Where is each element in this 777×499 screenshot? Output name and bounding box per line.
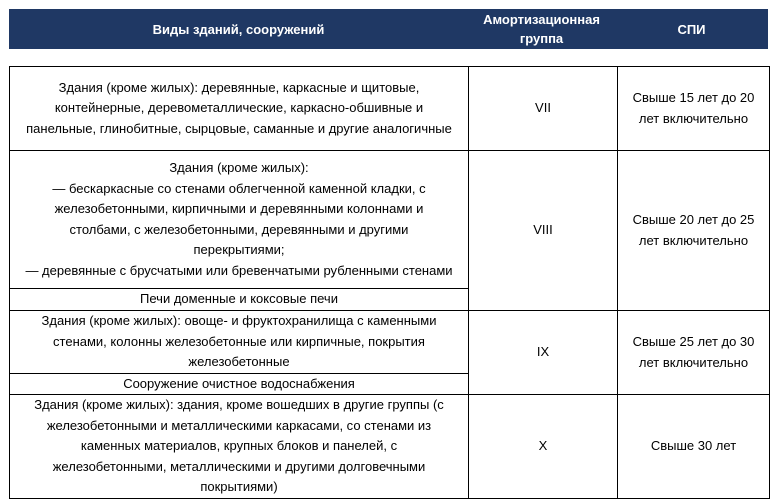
- spi-cell: [618, 395, 770, 499]
- spi-cell: [618, 311, 770, 395]
- description-line: железобетонными и металлическими каркасами, со стенами из: [46, 417, 432, 433]
- building-description-secondary: Сооружение очистное водоснабжения: [10, 373, 469, 395]
- building-description-secondary: Печи доменные и коксовые печи: [10, 289, 469, 311]
- header-building-types: Виды зданий, сооружений: [152, 21, 325, 37]
- depreciation-group-cell: VII: [469, 67, 618, 151]
- spi-line: Свыше 25 лет до 30: [632, 334, 755, 349]
- description-line: перекрытиями;: [193, 242, 285, 257]
- table-row: [10, 395, 770, 499]
- description-line: каменных материалов, крупных блоков и панелей, с: [80, 438, 398, 453]
- depreciation-group-cell: VIII: [469, 151, 618, 311]
- description-line: Здания (кроме жилых):: [169, 160, 309, 175]
- spi-line: лет включительно: [638, 232, 749, 248]
- building-description: [10, 395, 469, 499]
- header-spi: СПИ: [677, 21, 706, 37]
- building-description: [10, 151, 469, 289]
- spi-line: лет включительно: [638, 110, 749, 126]
- depreciation-group-cell: IX: [469, 311, 618, 395]
- spi-line: Свыше 15 лет до 20: [632, 90, 755, 105]
- table-header: [9, 9, 768, 49]
- description-line: — бескаркасные со стенами облегченной каменной кладки, с: [52, 180, 426, 196]
- description-line: столбами, с железобетонными, деревянными и другими: [69, 221, 409, 237]
- table-row: [10, 151, 770, 289]
- building-description: [10, 67, 469, 151]
- description-line: покрытиями): [200, 479, 278, 494]
- spi-cell: [618, 67, 770, 151]
- description-line: — деревянные с брусчатыми или бревенчатыми рубленными стенами: [25, 262, 453, 278]
- spi-line: Свыше 30 лет: [650, 438, 737, 453]
- description-line: железобетонными, кирпичными и деревянными колоннами и: [54, 201, 424, 216]
- depreciation-group-cell: X: [469, 395, 618, 499]
- table-row: [10, 311, 770, 374]
- header-depreciation-group: Амортизационная группа: [483, 12, 600, 46]
- description-line: контейнерные, деревометаллические, каркасно-обшивные и: [54, 100, 424, 116]
- spi-cell: [618, 151, 770, 311]
- depreciation-table: [9, 66, 770, 499]
- description-line: Здания (кроме жилых): здания, кроме вошедших в другие группы (с: [34, 397, 444, 412]
- description-line: панельные, глинобитные, сырцовые, саманные и другие аналогичные: [26, 120, 452, 136]
- table-row: [10, 67, 770, 151]
- spi-line: лет включительно: [638, 354, 749, 370]
- description-line: Здания (кроме жилых): деревянные, каркасные и щитовые,: [58, 79, 420, 95]
- description-line: Здания (кроме жилых): овоще- и фруктохранилища с каменными: [41, 313, 437, 328]
- spi-line: Свыше 20 лет до 25: [632, 212, 755, 227]
- description-line: железобетонными, металлическими и другими долговечными: [52, 458, 426, 474]
- description-line: железобетонные: [188, 354, 290, 369]
- description-line: стенами, колонны железобетонные или кирпичные, покрытия: [53, 333, 425, 349]
- building-description: [10, 311, 469, 374]
